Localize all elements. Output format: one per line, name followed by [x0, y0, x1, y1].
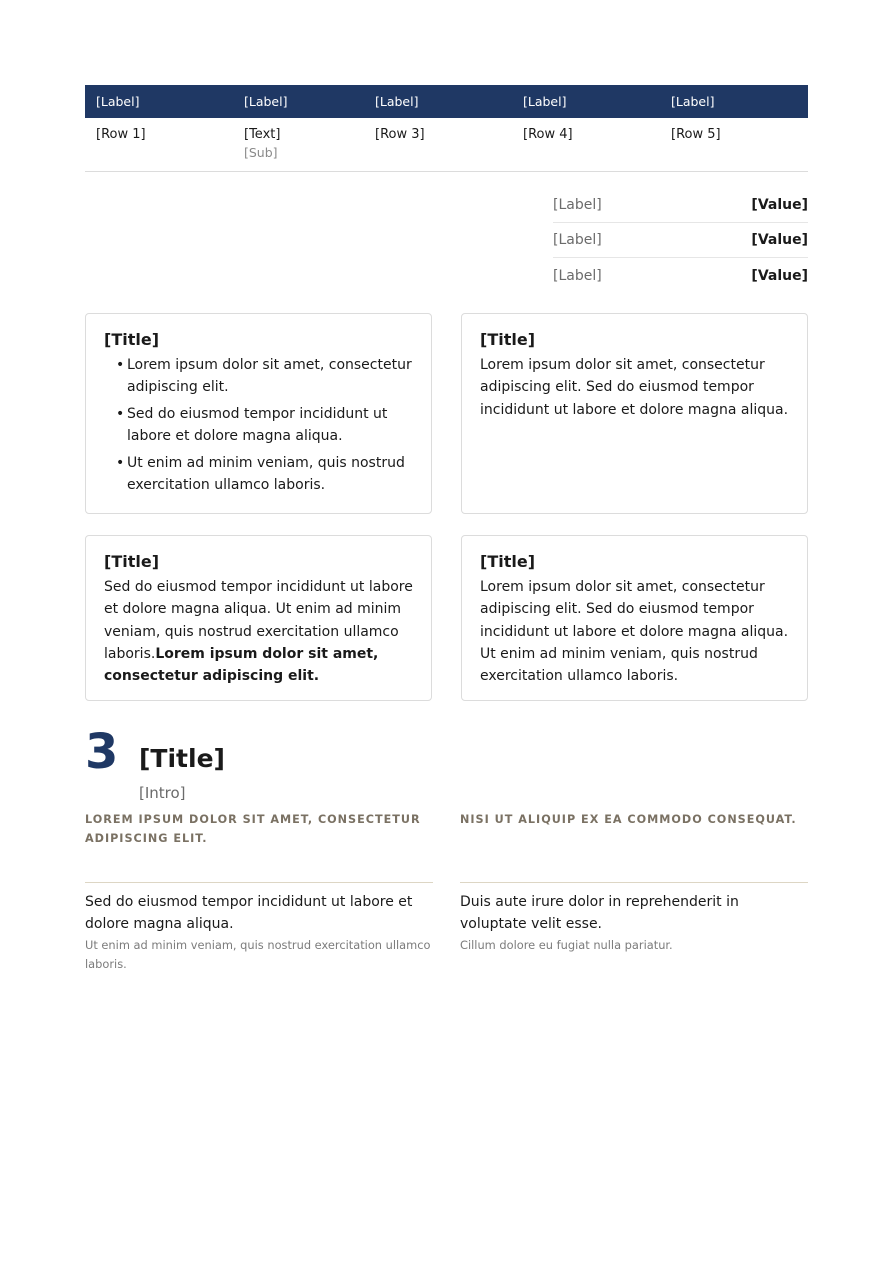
card-body	[104, 576, 413, 687]
summary-row	[553, 258, 808, 293]
column-right	[460, 810, 808, 955]
text-card	[461, 535, 808, 701]
card-title: [Title]	[104, 552, 160, 571]
card-bold-text: Lorem ipsum dolor sit amet, consectetur adipiscing elit.	[104, 645, 379, 685]
summary-label: [Label]	[553, 197, 602, 213]
text-card	[461, 313, 808, 514]
cell-text: [Text]	[244, 127, 281, 142]
column-note: Cillum dolore eu fugiat nulla pariatur.	[460, 938, 673, 952]
section-number: 3	[85, 724, 119, 780]
card-title: [Title]	[480, 552, 536, 571]
column-header: [Label]	[660, 85, 808, 118]
summary-value: [Value]	[751, 197, 808, 213]
list-item: • Ut enim ad minim veniam, quis nostrud exercitation ullamco laboris.	[116, 452, 413, 497]
column-body: Sed do eiusmod tempor incididunt ut labore et dolore magna aliqua.	[85, 894, 413, 932]
card-title: [Title]	[104, 330, 160, 349]
summary-row	[553, 188, 808, 223]
bullet-list	[104, 354, 413, 497]
column-left	[85, 810, 433, 974]
card-text: Lorem ipsum dolor sit amet, consectetur adipiscing elit. Sed do eiusmod tempor incididunt ut labore et dolore magna aliqua. Ut enim ad minim veniam, quis nostrud exercitation ullamco laboris.	[480, 579, 789, 685]
column-header: [Label]	[85, 85, 233, 118]
table-cell	[233, 118, 364, 171]
summary-row	[553, 223, 808, 258]
table-header-row	[85, 85, 808, 118]
summary-value: [Value]	[751, 267, 808, 284]
summary-value: [Value]	[751, 232, 808, 248]
card-text: Lorem ipsum dolor sit amet, consectetur adipiscing elit. Sed do eiusmod tempor incididunt ut labore et dolore magna aliqua.	[480, 357, 789, 418]
column-body: Duis aute irure dolor in reprehenderit in voluptate velit esse.	[460, 894, 739, 932]
column-header: [Label]	[233, 85, 364, 118]
column-header: [Label]	[364, 85, 512, 118]
column-heading: LOREM IPSUM DOLOR SIT AMET, CONSECTETUR ADIPISCING ELIT.	[85, 810, 433, 883]
card-text: Sed do eiusmod tempor incididunt ut labore et dolore magna aliqua. Ut enim ad minim veniam, quis nostrud exercitation ullamco laboris.	[104, 579, 413, 662]
list-item: • Sed do eiusmod tempor incididunt ut labore et dolore magna aliqua.	[116, 403, 413, 448]
table-cell: [Row 5]	[660, 118, 808, 171]
column-header: [Label]	[512, 85, 660, 118]
text-card	[85, 535, 432, 701]
summary-label: [Label]	[553, 232, 602, 248]
column-note: Ut enim ad minim veniam, quis nostrud exercitation ullamco laboris.	[85, 938, 431, 971]
cell-subtext: [Sub]	[244, 145, 278, 160]
card-title: [Title]	[480, 330, 536, 349]
section-title: [Title]	[139, 744, 225, 773]
column-heading: NISI UT ALIQUIP EX EA COMMODO CONSEQUAT.	[460, 810, 808, 883]
table-row	[85, 118, 808, 171]
data-table	[85, 85, 808, 172]
table-cell: [Row 1]	[85, 118, 233, 171]
section-intro: [Intro]	[139, 784, 186, 802]
list-item: • Lorem ipsum dolor sit amet, consectetur adipiscing elit.	[116, 354, 413, 399]
summary-label: [Label]	[553, 267, 602, 284]
table-cell: [Row 4]	[512, 118, 660, 171]
bullet-card	[85, 313, 432, 514]
summary-list	[553, 188, 808, 293]
table-cell: [Row 3]	[364, 118, 512, 171]
